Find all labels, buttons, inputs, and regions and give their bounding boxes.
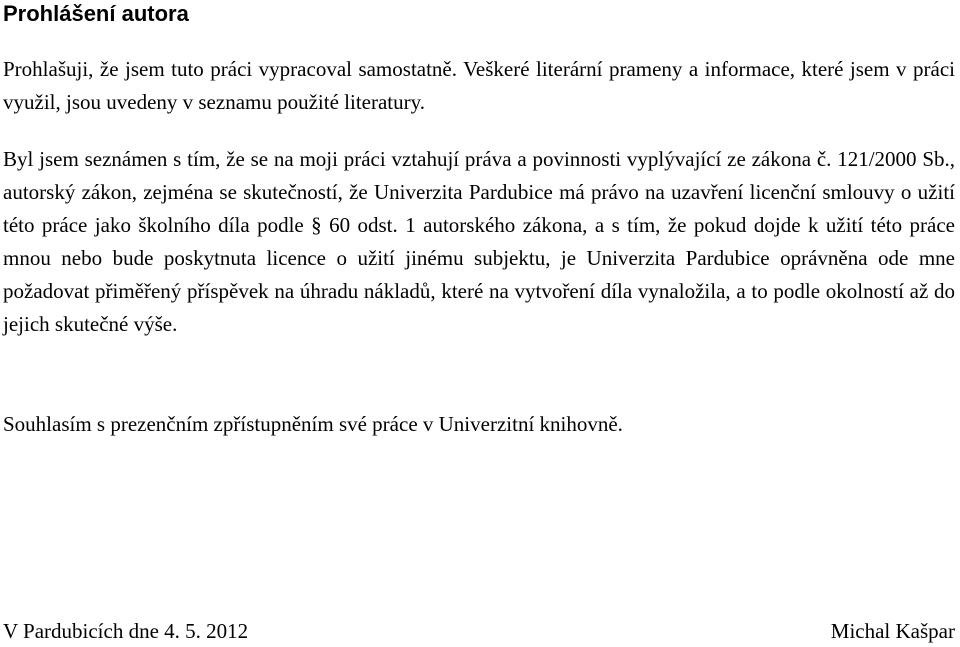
paragraph-originality: Prohlašuji, že jsem tuto práci vypracoval samostatně. Veškeré literární prameny a informace, které jsem v práci využil, jsou uvedeny v seznamu použité literatury. <box>3 57 955 114</box>
paragraph-copyright-law: Byl jsem seznámen s tím, že se na moji práci vztahují práva a povinnosti vyplývající ze zákona č. 121/2000 Sb., autorský zákon, zejména se skutečností, že Univerzita Pardubice má právo na uzavření licenční smlouvy o užití této práce jako školního díla podle § 60 odst. 1 autorského zákona, a s tím, že pokud dojde k užití této práce mnou nebo bude poskytnuta licence o užití jinému subjektu, je Univerzita Pardubice oprávněna ode mne požadovat přiměřený příspěvek na úhradu nákladů, které na vytvoření díla vynaložila, a to podle okolností až do jejich skutečné výše. <box>3 147 955 336</box>
signature-row <box>3 616 955 646</box>
paragraph-library-consent: Souhlasím s prezenčním zpřístupněním své práce v Univerzitní knihovně. <box>3 412 623 436</box>
place-and-date: V Pardubicích dne 4. 5. 2012 <box>3 619 249 643</box>
author-name: Michal Kašpar <box>830 619 955 643</box>
page-title: Prohlášení autora <box>3 1 189 26</box>
